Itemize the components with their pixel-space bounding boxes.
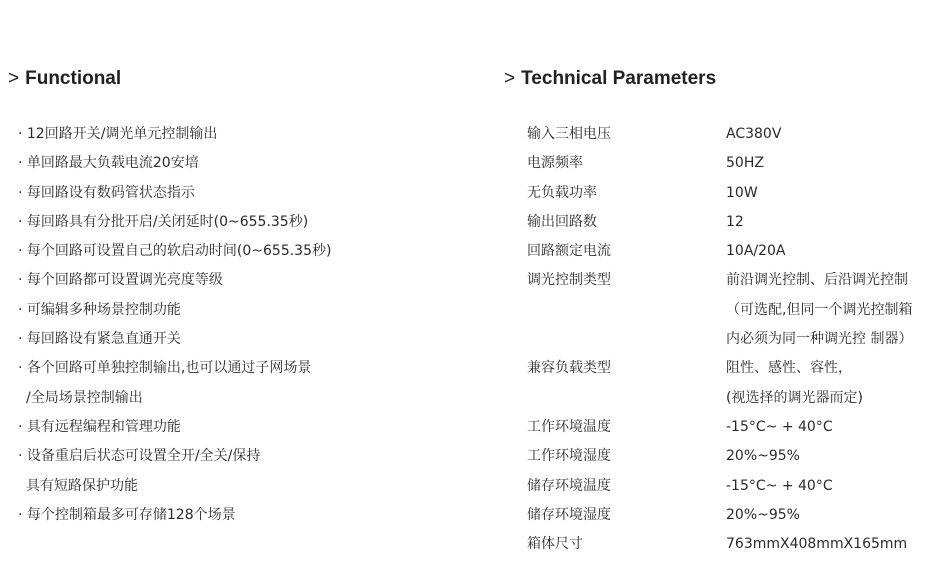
param-value: 内必须为同一种调光控 制器） xyxy=(726,331,913,348)
param-value: 50HZ xyxy=(726,155,764,172)
list-item: · 每回路具有分批开启/关闭延时(0~655.35秒) xyxy=(18,213,309,230)
param-label: 箱体尺寸 xyxy=(527,536,583,553)
functional-title: Functional xyxy=(25,68,122,89)
param-label: 回路额定电流 xyxy=(527,243,611,260)
param-label: 电源频率 xyxy=(527,155,583,172)
list-item: · 每个控制箱最多可存储128个场景 xyxy=(18,506,236,523)
param-value: -15°C~ + 40°C xyxy=(726,477,833,494)
list-item: · 可编辑多种场景控制功能 xyxy=(18,301,181,318)
param-label: 兼容负载类型 xyxy=(527,360,611,377)
param-label: 无负载功率 xyxy=(527,184,597,201)
list-item: · 每回路设有紧急直通开关 xyxy=(18,331,181,348)
param-label: 储存环境湿度 xyxy=(527,506,611,523)
param-value: 12 xyxy=(726,213,744,230)
list-item: · 每个回路可设置自己的软启动时间(0~655.35秒) xyxy=(18,243,332,260)
list-item: · 设备重启后状态可设置全开/全关/保持 xyxy=(18,448,261,465)
param-label: 调光控制类型 xyxy=(527,272,611,289)
list-item: · 每个回路都可设置调光亮度等级 xyxy=(18,272,223,289)
param-value: 10W xyxy=(726,184,758,201)
param-value: （可选配,但同一个调光控制箱 xyxy=(726,301,913,318)
param-value: 763mmX408mmX165mm xyxy=(726,536,908,553)
param-label: 输入三相电压 xyxy=(527,126,611,142)
param-value: 10A/20A xyxy=(726,243,786,260)
technical-title: Technical Parameters xyxy=(521,68,717,89)
chevron-right-icon: > xyxy=(504,68,516,89)
param-label: 工作环境湿度 xyxy=(527,448,611,465)
list-item-continuation: /全局场景控制输出 xyxy=(26,389,143,406)
param-value: 20%~95% xyxy=(726,448,800,465)
chevron-right-icon: > xyxy=(8,68,20,89)
technical-heading xyxy=(504,68,716,90)
param-value: -15°C~ + 40°C xyxy=(726,418,833,435)
param-value: (视选择的调光器而定) xyxy=(726,389,863,406)
param-label: 输出回路数 xyxy=(527,213,597,230)
param-label: 工作环境温度 xyxy=(527,418,611,435)
functional-heading xyxy=(8,68,121,90)
param-value: 阻性、感性、容性， xyxy=(726,360,852,377)
list-item: · 单回路最大负载电流20安培 xyxy=(18,155,199,172)
param-value: 20%~95% xyxy=(726,506,800,523)
list-item: · 各个回路可单独控制输出,也可以通过子网场景 xyxy=(18,360,312,377)
param-value: 前沿调光控制、后沿调光控制 xyxy=(726,272,908,289)
functional-list xyxy=(18,120,331,530)
list-item: · 具有远程编程和管理功能 xyxy=(18,418,181,435)
list-item-continuation: 具有短路保护功能 xyxy=(26,477,138,494)
param-value: AC380V xyxy=(726,126,782,142)
param-label: 储存环境温度 xyxy=(527,477,611,494)
list-item: · 每回路设有数码管状态指示 xyxy=(18,184,195,201)
list-item: · 12回路开关/调光单元控制输出 xyxy=(18,126,218,142)
